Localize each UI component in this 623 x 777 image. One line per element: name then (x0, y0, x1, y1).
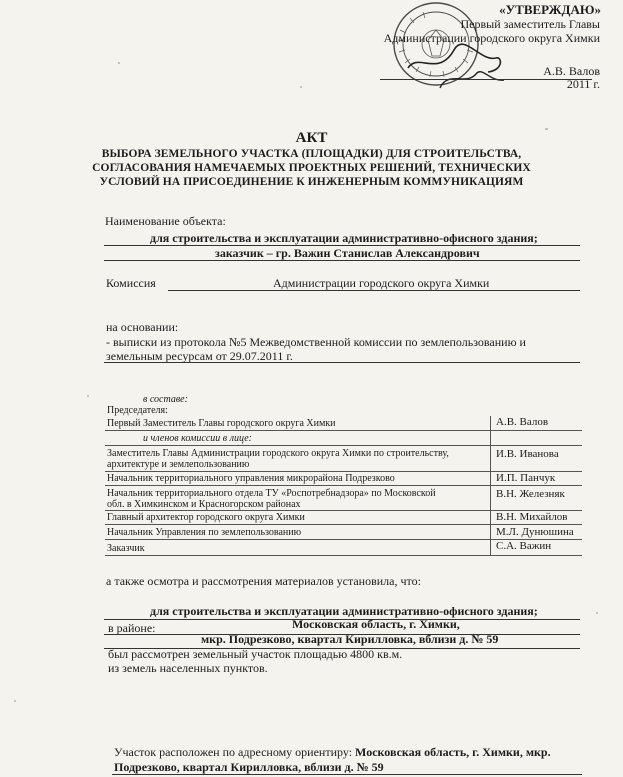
address-line1 (114, 745, 551, 760)
area-label: в районе: (108, 621, 156, 635)
composition-label: в составе: (143, 394, 188, 405)
table-rule (105, 524, 582, 525)
table-rule (105, 485, 582, 486)
address-underline (112, 774, 582, 775)
land-category: из земель населенных пунктов. (108, 661, 268, 675)
chair-label: Председателя: (107, 405, 168, 416)
member-position: Главный архитектор городского округа Химки (107, 512, 305, 523)
approval-stamp-title: «УТВЕРЖДАЮ» (499, 2, 601, 17)
scan-speck (300, 86, 302, 88)
basis-line1: - выписки из протокола №5 Межведомственной комиссии по землепользованию и (106, 335, 526, 349)
member-position: Начальник территориального отдела ТУ «Роспотребнадзора» по Московской (107, 488, 436, 499)
object-label: Наименование объекта: (105, 214, 226, 228)
act-title: АКТ (295, 130, 328, 146)
scan-speck (14, 700, 16, 702)
approval-year: 2011 г. (566, 77, 600, 91)
member-position-cont: архитектуре и землепользованию (107, 459, 250, 470)
commission-label: Комиссия (106, 276, 156, 290)
area-line1: Московская область, г. Химки, (292, 617, 460, 631)
chair-name: А.В. Валов (496, 416, 549, 428)
approval-position-line1: Первый заместитель Главы (460, 17, 600, 31)
approval-position-line2: Администрации городского округа Химки (383, 31, 600, 45)
chair-position: Первый Заместитель Главы городского округа Химки (107, 418, 336, 429)
member-name: С.А. Важин (496, 540, 552, 552)
basis-line2: земельным ресурсам от 29.07.2011 г. (106, 349, 293, 363)
scan-speck (118, 62, 120, 64)
member-name: М.Л. Дунюшина (496, 526, 574, 538)
member-position: Начальник территориального управления микрорайона Подрезково (107, 473, 395, 484)
act-heading-line3: УСЛОВИЙ НА ПРИСОЕДИНЕНИЕ К ИНЖЕНЕРНЫМ КОММУНИКАЦИЯМ (99, 176, 524, 188)
members-label: и членов комиссии в лице: (143, 433, 253, 444)
member-position: Заместитель Главы Администрации городского округа Химки по строительству, (107, 448, 449, 459)
commission-underline (168, 290, 580, 291)
scan-speck (596, 612, 598, 614)
member-position: Заказчик (107, 543, 145, 554)
address-lead: Участок расположен по адресному ориентиру: (114, 745, 353, 759)
table-rule (105, 430, 582, 431)
findings-purpose: для строительства и эксплуатации административно-офисного здания; (150, 604, 538, 618)
member-position-cont: обл. в Химкинском и Красногорском районах (107, 499, 301, 510)
findings-intro: а также осмотра и рассмотрения материалов установила, что: (106, 574, 421, 588)
table-rule (105, 555, 582, 556)
member-position: Начальник Управления по землепользованию (107, 527, 302, 538)
member-name: И.В. Иванова (496, 448, 559, 460)
basis-label: на основании: (106, 320, 179, 334)
object-customer: заказчик – гр. Важин Станислав Александрович (215, 246, 480, 260)
basis-underline (104, 362, 580, 363)
address-line2: Подрезково, квартал Кирилловка, вблизи д. № 59 (114, 760, 384, 774)
scan-speck (87, 395, 89, 397)
address-bold-part1: Московская область, г. Химки, мкр. (355, 745, 551, 759)
object-purpose: для строительства и эксплуатации административно-офисного здания; (150, 231, 538, 245)
signature-line (380, 79, 592, 80)
act-heading-line1: ВЫБОРА ЗЕМЕЛЬНОГО УЧАСТКА (ПЛОЩАДКИ) ДЛЯ СТРОИТЕЛЬСТВА, (101, 148, 522, 160)
area-line2: мкр. Подрезково, квартал Кирилловка, вблизи д. № 59 (201, 632, 499, 646)
member-name: В.Н. Железняк (496, 488, 565, 500)
approval-signatory: А.В. Валов (543, 64, 600, 78)
commission-value: Администрации городского округа Химки (273, 276, 490, 290)
table-rule (105, 445, 582, 446)
act-heading-line2: СОГЛАСОВАНИЯ НАМЕЧАЕМЫХ ПРОЕКТНЫХ РЕШЕНИЙ, ТЕХНИЧЕСКИХ (92, 162, 531, 174)
object-customer-underline (104, 260, 580, 261)
member-name: И.П. Панчук (496, 472, 556, 484)
member-name: В.Н. Михайлов (496, 511, 568, 523)
plot-text: был рассмотрен земельный участок площадью 4800 кв.м. (108, 647, 403, 661)
table-column-rule (490, 416, 491, 555)
official-seal-stamp (378, 0, 508, 96)
